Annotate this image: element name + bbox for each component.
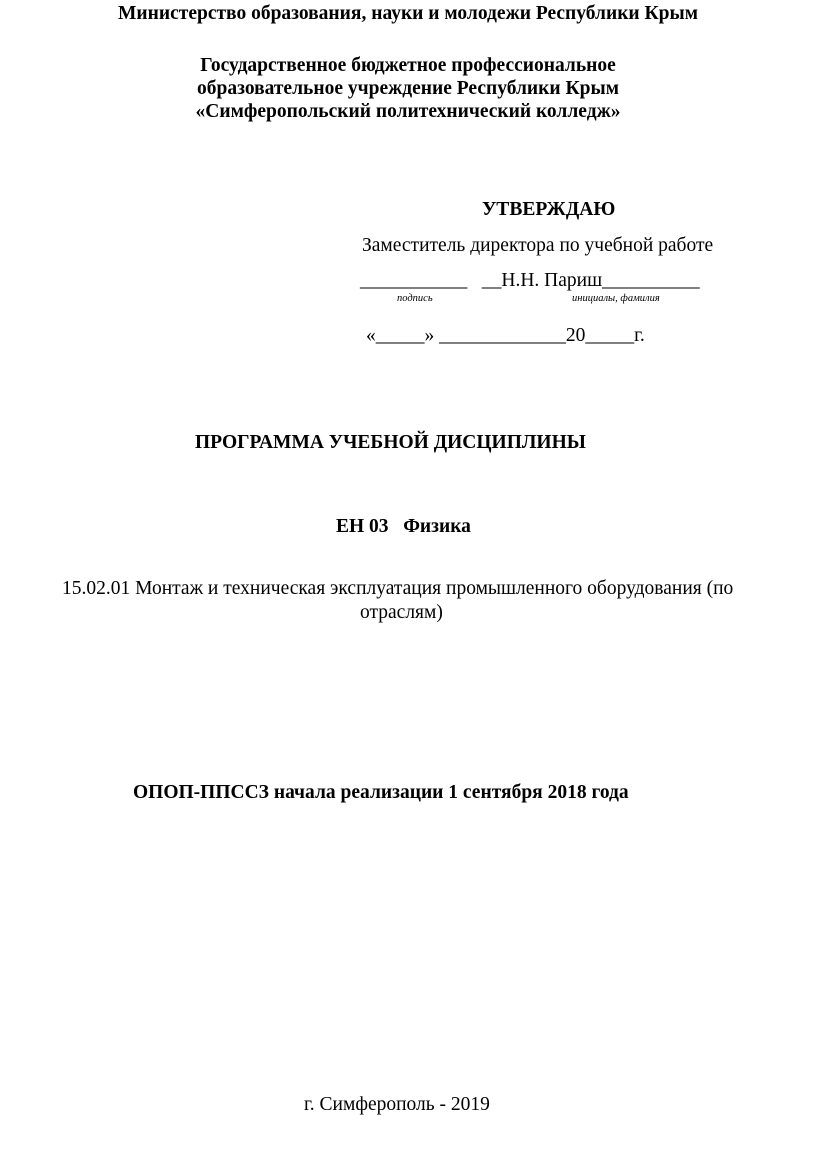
name-suffix: __________ [602,270,700,291]
date-open-quote: « [366,325,376,346]
name-caption: инициалы, фамилия [572,293,660,304]
approval-position: Заместитель директора по учебной работе [362,235,714,256]
date-year-blank: _____ [585,325,635,346]
date-suffix: г. [634,325,645,346]
specialty-line-2: отраслям) [360,602,443,623]
name-prefix: __ [481,270,502,291]
date-year-prefix: 20 [565,325,586,346]
opop-line: ОПОП-ППССЗ начала реализации 1 сентября 2018 года [133,782,629,803]
discipline-code: ЕН 03 [336,516,389,537]
program-title: ПРОГРАММА УЧЕБНОЙ ДИСЦИПЛИНЫ [195,432,586,453]
ministry-title: Министерство образования, науки и молодежи Республики Крым [117,3,699,24]
institution-line-1: Государственное бюджетное профессиональное [200,55,616,76]
signature-caption: подпись [397,293,433,304]
discipline-name: Физика [403,516,471,537]
institution-line-3: «Симферопольский политехнический колледж» [195,101,621,122]
date-day-blank: _____ [375,325,425,346]
date-close-quote: » [424,325,435,346]
date-month-blank: _____________ [439,325,566,346]
signature-blank: ___________ [360,270,468,291]
approval-title: УТВЕРЖДАЮ [482,199,616,220]
institution-line-2: образовательное учреждение Республики Крым [197,78,619,99]
specialty-line-1: 15.02.01 Монтаж и техническая эксплуатация промышленного оборудования (по [62,578,734,599]
signature-line [360,270,700,292]
approval-date [366,325,645,347]
discipline [336,516,471,538]
city-year: г. Симферополь - 2019 [304,1094,490,1115]
approver-name: Н.Н. Париш [501,270,603,291]
